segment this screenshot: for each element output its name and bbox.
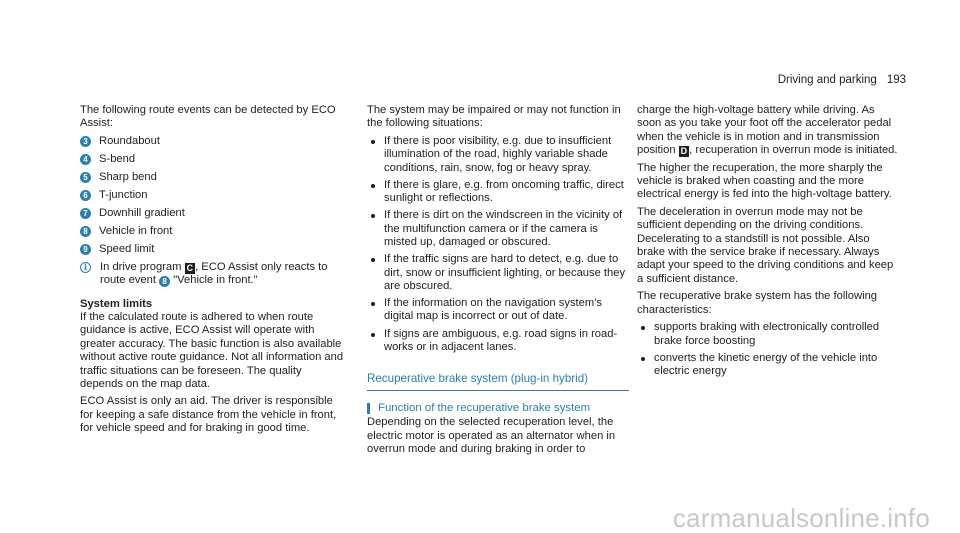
list-item — [80, 225, 346, 238]
impairment-list — [367, 135, 629, 355]
characteristics-intro: The recuperative brake system has the following characteristics: — [637, 290, 878, 316]
number-badge: 3 — [80, 136, 91, 147]
info-note — [80, 261, 346, 288]
list-item — [367, 328, 629, 355]
list-item — [367, 179, 629, 206]
page-number: 193 — [886, 74, 906, 86]
bullet-text: converts the kinetic energy of the vehicle into electric energy — [654, 351, 878, 377]
event-label: Sharp bend — [99, 170, 157, 183]
subsection-marker-icon — [367, 403, 370, 414]
event-label: S-bend — [99, 152, 136, 165]
page-header — [778, 74, 906, 87]
list-item — [80, 207, 346, 220]
system-limits-paragraph: ECO Assist is only an aid. The driver is responsible for keeping a safe distance from the vehicle in front, for vehicle speed and for braking in good time. — [80, 395, 337, 435]
subsection-title: Function of the recuperative brake system — [378, 401, 591, 414]
bullet-icon — [371, 302, 375, 306]
number-badge: 8 — [159, 276, 170, 287]
number-badge: 9 — [80, 244, 91, 255]
list-item — [367, 253, 629, 293]
bullet-text: If there is glare, e.g. from oncoming traffic, direct sunlight or reflections. — [384, 178, 624, 205]
list-item — [80, 243, 346, 256]
bullet-icon — [371, 184, 375, 188]
column-3 — [637, 104, 899, 382]
recuperation-paragraph: The higher the recuperation, the more sharply the vehicle is braked when coasting and the more electrical energy is fed into the high-voltage battery. — [637, 161, 892, 201]
list-item — [80, 135, 346, 148]
bullet-text: supports braking with electronically controlled brake force boosting — [654, 321, 880, 347]
events-intro: The following route events can be detected by ECO Assist: — [80, 104, 336, 130]
bullet-icon — [641, 326, 645, 330]
note-text — [100, 261, 346, 288]
list-item — [367, 135, 629, 175]
bullet-text: If signs are ambiguous, e.g. road signs in road-works or in adjacent lanes. — [384, 327, 618, 353]
bullet-icon — [371, 258, 375, 262]
function-paragraph: Depending on the selected recuperation level, the electric motor is operated as an alternator when in overrun mode and during braking in order to — [367, 416, 616, 455]
route-events-list — [80, 135, 346, 256]
paragraph-text-part: charge the high-voltage battery while driving. As soon as you take your foot off the accelerator pedal when the vehicle is in motion and in transmission position — [637, 104, 892, 157]
list-item — [367, 297, 629, 324]
event-label: Speed limit — [99, 242, 155, 255]
list-item — [637, 321, 899, 348]
bullet-icon — [371, 214, 375, 218]
list-item — [637, 352, 899, 379]
bullet-text: If there is dirt on the windscreen in the vicinity of the multifunction camera or if the camera is misted up, damaged or obscured. — [384, 209, 623, 249]
recuperation-paragraph — [637, 104, 899, 158]
event-label: Vehicle in front — [99, 224, 173, 237]
event-label: Downhill gradient — [99, 206, 185, 219]
note-text-part: In drive program — [100, 260, 185, 273]
bullet-text: If there is poor visibility, e.g. due to insufficient illumination of the road, highly variable shade conditions, rain, snow, fog or heavy spray. — [384, 134, 612, 174]
event-label: Roundabout — [99, 134, 160, 147]
number-badge: 5 — [80, 172, 91, 183]
transmission-position-key: D — [680, 146, 688, 157]
number-badge: 4 — [80, 154, 91, 165]
list-item — [80, 189, 346, 202]
number-badge: 7 — [80, 208, 91, 219]
recuperation-paragraph: The deceleration in overrun mode may not be sufficient depending on the driving conditions. Decelerating to a standstill is not possible. Also brake with the service brake if necessary. Always adapt your speed to the driving conditions and keep a sufficient distance. — [637, 205, 894, 285]
system-limits-paragraph: If the calculated route is adhered to when route guidance is active, ECO Assist will operate with greater accuracy. The basic function is also available without active route guidance. Not all information and traffic situations can be foreseen. The quality depends on the map data. — [80, 311, 344, 391]
subsection-heading — [367, 402, 629, 415]
column-1 — [80, 104, 346, 440]
drive-program-key: C — [186, 262, 194, 273]
section-title: Recuperative brake system (plug-in hybrid) — [367, 372, 629, 390]
list-item — [80, 171, 346, 184]
bullet-icon — [371, 140, 375, 144]
watermark: carmanualsonline.info — [672, 502, 930, 533]
note-text-part: "Vehicle in front." — [170, 274, 258, 287]
note-text-part: , ECO Assist only reacts to route event — [100, 260, 328, 287]
system-limits-heading: System limits — [80, 297, 153, 310]
characteristics-list — [637, 321, 899, 378]
bullet-text: If the information on the navigation system's digital map is incorrect or out of date. — [384, 297, 602, 323]
paragraph-text-part: , recuperation in overrun mode is initiated. — [689, 144, 898, 157]
list-item — [367, 209, 629, 249]
info-icon: i — [80, 262, 91, 273]
column-2 — [367, 104, 629, 460]
number-badge: 8 — [80, 226, 91, 237]
event-label: T-junction — [99, 188, 148, 201]
section-label: Driving and parking — [777, 74, 877, 86]
bullet-icon — [371, 333, 375, 337]
bullet-text: If the traffic signs are hard to detect, e.g. due to dirt, snow or insufficient lighting, or because they are obscured. — [384, 253, 626, 292]
bullet-icon — [641, 357, 645, 361]
list-item — [80, 153, 346, 166]
impairment-intro: The system may be impaired or may not function in the following situations: — [367, 104, 621, 130]
number-badge: 6 — [80, 190, 91, 201]
